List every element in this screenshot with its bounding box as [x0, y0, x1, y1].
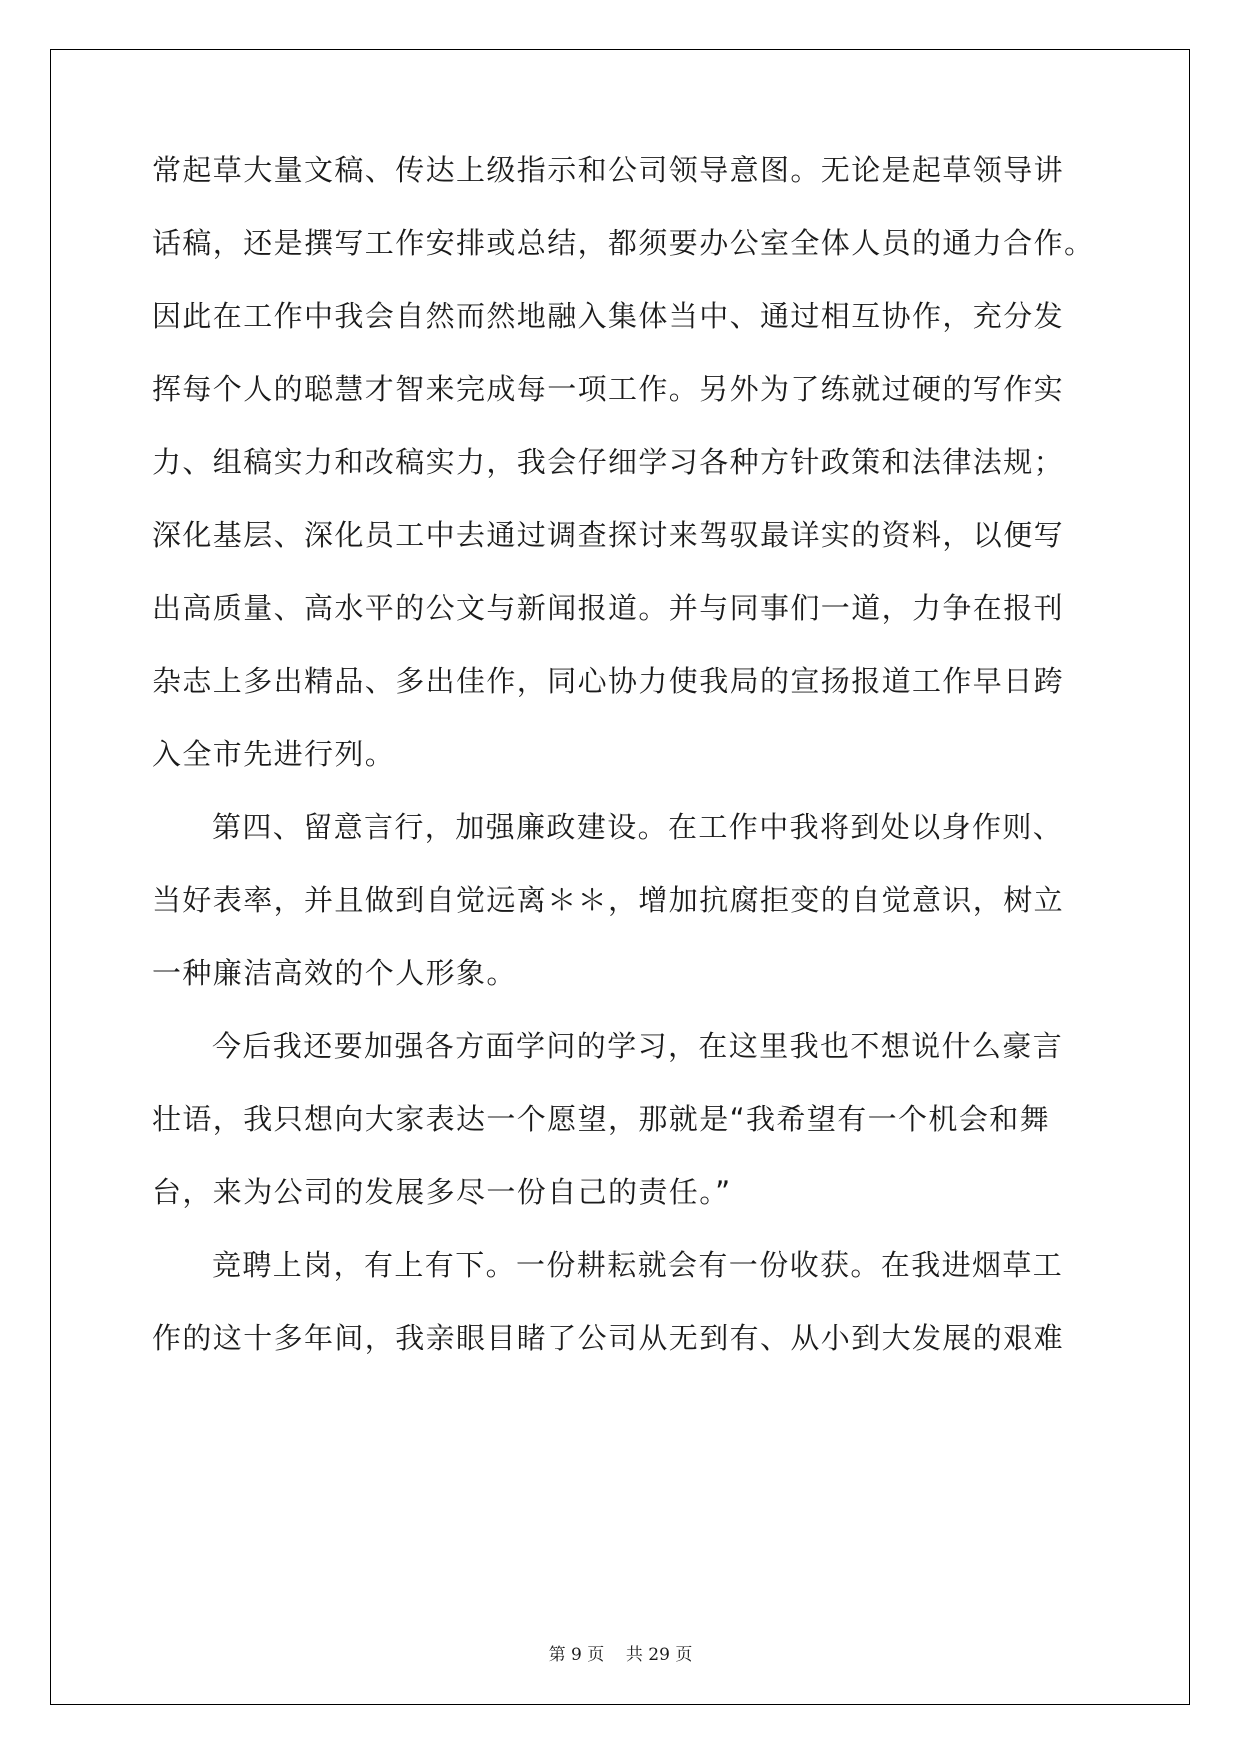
- paragraph-first-line: 今后我还要加强各方面学问的学习，在这里我也不想说什么豪言: [212, 1029, 1064, 1063]
- text-line: 入全市先进行列。: [152, 737, 396, 771]
- page-number: 第 9 页: [548, 1645, 605, 1665]
- text-line: 挥每个人的聪慧才智来完成每一项工作。另外为了练就过硬的写作实: [152, 372, 1065, 406]
- text-line: 台，来为公司的发展多尽一份自己的责任。”: [152, 1175, 732, 1209]
- text-line: 壮语，我只想向大家表达一个愿望，那就是“我希望有一个机会和舞: [152, 1102, 1051, 1136]
- page-total: 共 29 页: [625, 1645, 693, 1665]
- text-line: 常起草大量文稿、传达上级指示和公司领导意图。无论是起草领导讲: [152, 153, 1065, 187]
- text-line: 一种廉洁高效的个人形象。: [152, 956, 517, 990]
- text-line: 杂志上多出精品、多出佳作，同心协力使我局的宣扬报道工作早日跨: [152, 664, 1065, 698]
- text-line: 因此在工作中我会自然而然地融入集体当中、通过相互协作，充分发: [152, 299, 1065, 333]
- text-line: 话稿，还是撰写工作安排或总结，都须要办公室全体人员的通力合作。: [152, 226, 1095, 260]
- text-line: 深化基层、深化员工中去通过调查探讨来驾驭最详实的资料，以便写: [152, 518, 1065, 552]
- page-footer: [0, 1644, 1241, 1666]
- text-line: 力、组稿实力和改稿实力，我会仔细学习各种方针政策和法律法规；: [152, 445, 1065, 479]
- text-line: 当好表率，并且做到自觉远离＊＊，增加抗腐拒变的自觉意识，树立: [152, 883, 1065, 917]
- text-line: 出高质量、高水平的公文与新闻报道。并与同事们一道，力争在报刊: [152, 591, 1065, 625]
- paragraph-first-line: 竞聘上岗，有上有下。一份耕耘就会有一份收获。在我进烟草工: [212, 1248, 1064, 1282]
- text-line: 作的这十多年间，我亲眼目睹了公司从无到有、从小到大发展的艰难: [152, 1321, 1065, 1355]
- paragraph-first-line: 第四、留意言行，加强廉政建设。在工作中我将到处以身作则、: [212, 810, 1064, 844]
